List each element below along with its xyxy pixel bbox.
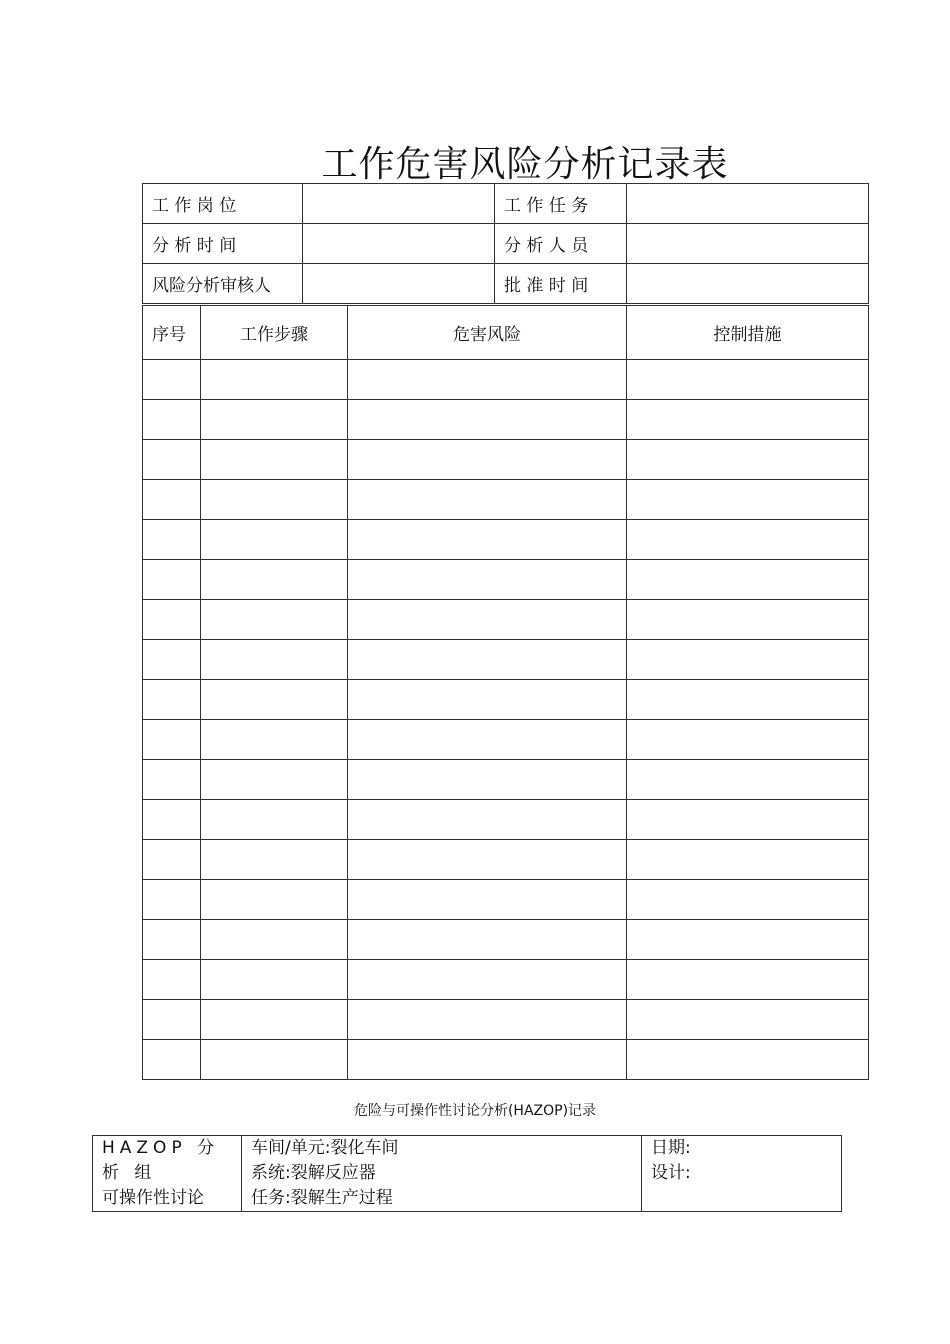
hazard-cell[interactable] — [348, 600, 627, 640]
seq-cell[interactable] — [143, 640, 201, 680]
table-row — [143, 1040, 869, 1080]
step-cell[interactable] — [201, 880, 348, 920]
info-label: 批 准 时 间 — [495, 264, 627, 304]
step-cell[interactable] — [201, 960, 348, 1000]
table-row — [143, 960, 869, 1000]
seq-cell[interactable] — [143, 440, 201, 480]
step-cell[interactable] — [201, 680, 348, 720]
header-hazard: 危害风险 — [348, 306, 627, 360]
table-row — [143, 840, 869, 880]
seq-cell[interactable] — [143, 880, 201, 920]
info-label: 工 作 岗 位 — [143, 184, 303, 224]
hazop-discussion-label: 可操作性讨论 — [102, 1188, 204, 1208]
hazard-cell[interactable] — [348, 720, 627, 760]
seq-cell[interactable] — [143, 720, 201, 760]
info-label: 分 析 时 间 — [143, 224, 303, 264]
header-control: 控制措施 — [627, 306, 869, 360]
table-row — [143, 360, 869, 400]
info-value-field[interactable] — [303, 264, 495, 304]
hazop-system: 系统:裂解反应器 — [251, 1163, 376, 1183]
control-cell[interactable] — [627, 760, 869, 800]
info-value-field[interactable] — [627, 184, 869, 224]
table-row — [143, 600, 869, 640]
info-label: 工 作 任 务 — [495, 184, 627, 224]
info-label: 风险分析审核人 — [143, 264, 303, 304]
hazard-cell[interactable] — [348, 880, 627, 920]
control-cell[interactable] — [627, 440, 869, 480]
control-cell[interactable] — [627, 360, 869, 400]
table-row — [143, 800, 869, 840]
hazard-cell[interactable] — [348, 400, 627, 440]
seq-cell[interactable] — [143, 1040, 201, 1080]
info-table — [142, 183, 869, 304]
hazop-task: 任务:裂解生产过程 — [251, 1188, 393, 1208]
info-row — [143, 224, 869, 264]
page-title: 工作危害风险分析记录表 — [321, 144, 729, 185]
control-cell[interactable] — [627, 480, 869, 520]
control-cell[interactable] — [627, 800, 869, 840]
info-label: 分 析 人 员 — [495, 224, 627, 264]
table-row — [143, 520, 869, 560]
step-cell[interactable] — [201, 480, 348, 520]
hazard-cell[interactable] — [348, 1000, 627, 1040]
seq-cell[interactable] — [143, 680, 201, 720]
step-cell[interactable] — [201, 840, 348, 880]
seq-cell[interactable] — [143, 1000, 201, 1040]
info-value-field[interactable] — [303, 184, 495, 224]
step-cell[interactable] — [201, 360, 348, 400]
hazard-cell[interactable] — [348, 520, 627, 560]
hazard-cell[interactable] — [348, 840, 627, 880]
info-value-field[interactable] — [627, 224, 869, 264]
info-value-field[interactable] — [303, 224, 495, 264]
step-cell[interactable] — [201, 920, 348, 960]
seq-cell[interactable] — [143, 840, 201, 880]
seq-cell[interactable] — [143, 960, 201, 1000]
control-cell[interactable] — [627, 560, 869, 600]
step-cell[interactable] — [201, 520, 348, 560]
table-header-row — [143, 306, 869, 360]
hazard-cell[interactable] — [348, 680, 627, 720]
hazard-cell[interactable] — [348, 560, 627, 600]
hazop-group-label: HAZOP 分 析 组 — [102, 1138, 220, 1183]
table-row — [143, 680, 869, 720]
control-cell[interactable] — [627, 680, 869, 720]
control-cell[interactable] — [627, 1000, 869, 1040]
hazard-cell[interactable] — [348, 440, 627, 480]
seq-cell[interactable] — [143, 400, 201, 440]
seq-cell[interactable] — [143, 760, 201, 800]
hazop-meta-cell — [642, 1136, 842, 1212]
step-cell[interactable] — [201, 1040, 348, 1080]
seq-cell[interactable] — [143, 600, 201, 640]
control-cell[interactable] — [627, 720, 869, 760]
seq-cell[interactable] — [143, 800, 201, 840]
info-row — [143, 264, 869, 304]
header-seq: 序号 — [143, 306, 201, 360]
seq-cell[interactable] — [143, 480, 201, 520]
table-row — [143, 400, 869, 440]
seq-cell[interactable] — [143, 360, 201, 400]
control-cell[interactable] — [627, 640, 869, 680]
control-cell[interactable] — [627, 600, 869, 640]
step-cell[interactable] — [201, 1000, 348, 1040]
table-row — [143, 480, 869, 520]
table-row — [143, 1000, 869, 1040]
hazard-cell[interactable] — [348, 960, 627, 1000]
hazard-cell[interactable] — [348, 760, 627, 800]
step-cell[interactable] — [201, 600, 348, 640]
hazop-design: 设计: — [651, 1163, 691, 1183]
hazard-cell[interactable] — [348, 920, 627, 960]
step-cell[interactable] — [201, 760, 348, 800]
step-cell[interactable] — [201, 720, 348, 760]
hazop-table — [92, 1135, 842, 1212]
table-row — [143, 720, 869, 760]
control-cell[interactable] — [627, 880, 869, 920]
step-cell[interactable] — [201, 440, 348, 480]
info-value-field[interactable] — [627, 264, 869, 304]
info-row — [143, 184, 869, 224]
table-row — [143, 440, 869, 480]
table-row — [143, 760, 869, 800]
hazop-detail-cell — [242, 1136, 642, 1212]
control-cell[interactable] — [627, 920, 869, 960]
step-cell[interactable] — [201, 800, 348, 840]
hazard-cell[interactable] — [348, 800, 627, 840]
hazard-cell[interactable] — [348, 640, 627, 680]
hazard-cell[interactable] — [348, 1040, 627, 1080]
control-cell[interactable] — [627, 520, 869, 560]
control-cell[interactable] — [627, 1040, 869, 1080]
hazop-group-cell — [93, 1136, 242, 1212]
control-cell[interactable] — [627, 840, 869, 880]
hazop-caption: 危险与可操作性讨论分析(HAZOP)记录 — [353, 1103, 597, 1119]
step-cell[interactable] — [201, 560, 348, 600]
header-step: 工作步骤 — [201, 306, 348, 360]
seq-cell[interactable] — [143, 520, 201, 560]
table-row — [143, 640, 869, 680]
hazop-row — [93, 1136, 842, 1212]
control-cell[interactable] — [627, 400, 869, 440]
table-row — [143, 560, 869, 600]
table-row — [143, 880, 869, 920]
seq-cell[interactable] — [143, 920, 201, 960]
hazop-date: 日期: — [651, 1138, 691, 1158]
table-row — [143, 920, 869, 960]
hazop-workshop: 车间/单元:裂化车间 — [251, 1138, 399, 1158]
hazard-cell[interactable] — [348, 480, 627, 520]
step-cell[interactable] — [201, 400, 348, 440]
hazard-cell[interactable] — [348, 360, 627, 400]
control-cell[interactable] — [627, 960, 869, 1000]
step-cell[interactable] — [201, 640, 348, 680]
seq-cell[interactable] — [143, 560, 201, 600]
analysis-table — [142, 305, 869, 1080]
